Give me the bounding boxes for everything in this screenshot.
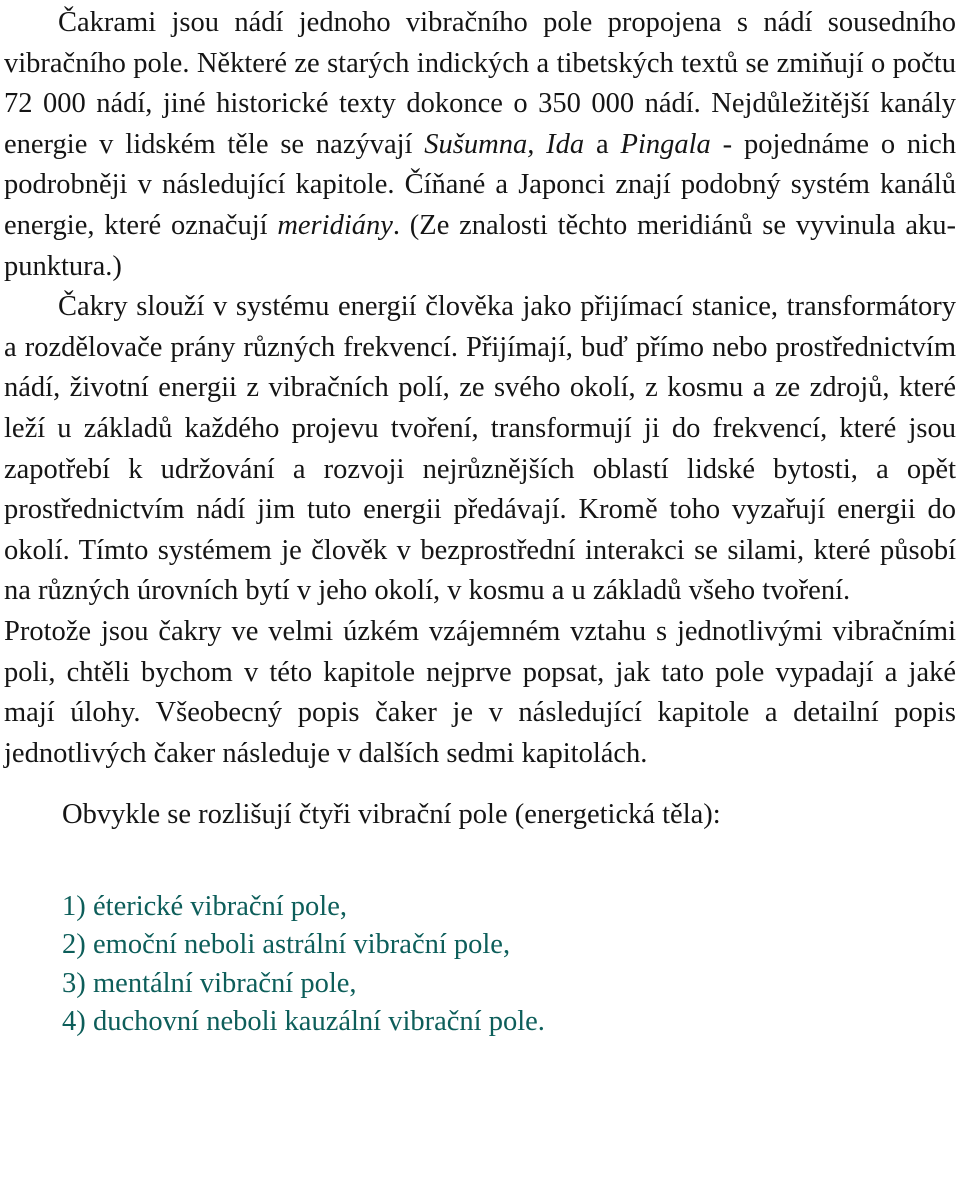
- list-item-text: mentální vibrační pole,: [93, 967, 357, 999]
- paragraph-text: . (Ze znalosti těchto meridiánů se vyvinula aku-punktura.): [4, 209, 956, 282]
- vibration-fields-list: [62, 888, 956, 1042]
- list-item-text: emoční neboli astrální vibrační pole,: [93, 929, 511, 961]
- term-meridiany: meridiány: [277, 209, 393, 241]
- list-item: [62, 888, 956, 927]
- list-item: [62, 1003, 956, 1042]
- term-sushumna-ida: Sušumna, Ida: [424, 128, 585, 160]
- list-item: [62, 926, 956, 965]
- list-item-number: 4): [62, 1006, 86, 1038]
- list-item-number: 2): [62, 929, 86, 961]
- paragraph-text: a: [584, 128, 621, 160]
- list-item-text: éterické vibrační pole,: [93, 890, 347, 922]
- term-pingala: Pingala: [620, 128, 711, 160]
- paragraph-text: - pojednáme o nich podrobněji v následující kapitole. Číňané a Japonci znají podobný systém kanálů energie, které označují: [4, 128, 956, 241]
- list-item-number: 1): [62, 890, 86, 922]
- list-item-number: 3): [62, 967, 86, 999]
- paragraph-text: Čakrami jsou nádí jednoho vibračního pole propojena s nádí sousedního vibračního pole. Některé ze starých indických a tibetských textů se zmiňují o počtu 72 000 nádí, jiné historické texty dokonce o 350 000 nádí. Nejdůležitější kanály energie v lidském těle se nazývají: [4, 7, 956, 160]
- paragraph-vibration-fields: Protože jsou čakry ve velmi úzkém vzájemném vztahu s jednotlivými vibračními poli, chtěli bychom v této kapitole nejprve popsat, jak tato pole vypadají a jaké mají úlohy. Všeobecný popis čaker je v následující kapitole a detailní popis jednotlivých čaker následuje v dalších sedmi kapitolách.: [4, 615, 956, 769]
- paragraph-nadi-channels: [4, 3, 956, 287]
- paragraph-chakra-function: Čakry slouží v systému energií člověka jako přijímací stanice, transformátory a rozdělovače prány různých frekvencí. Přijímají, buď přímo nebo prostřednictvím nádí, životní energii z vibračních polí, ze svého okolí, z kosmu a ze zdrojů, které leží u základů každého projevu tvoření, transformují ji do frekvencí, které jsou zapotřebí k udržování a rozvoji nejrůznějších oblastí lidské bytosti, a opět prostřednictvím nádí jim tuto energii předávají. Kromě toho vyzařují energii do okolí. Tímto systémem je člověk v bezprostřední interakci se silami, které působí na různých úrovních bytí v jeho okolí, v kosmu a u základů všeho tvoření.: [4, 291, 956, 607]
- list-item-text: duchovní neboli kauzální vibrační pole.: [93, 1006, 545, 1038]
- list-intro: Obvykle se rozlišují čtyři vibrační pole (energetická těla):: [62, 799, 721, 831]
- list-item: [62, 965, 956, 1004]
